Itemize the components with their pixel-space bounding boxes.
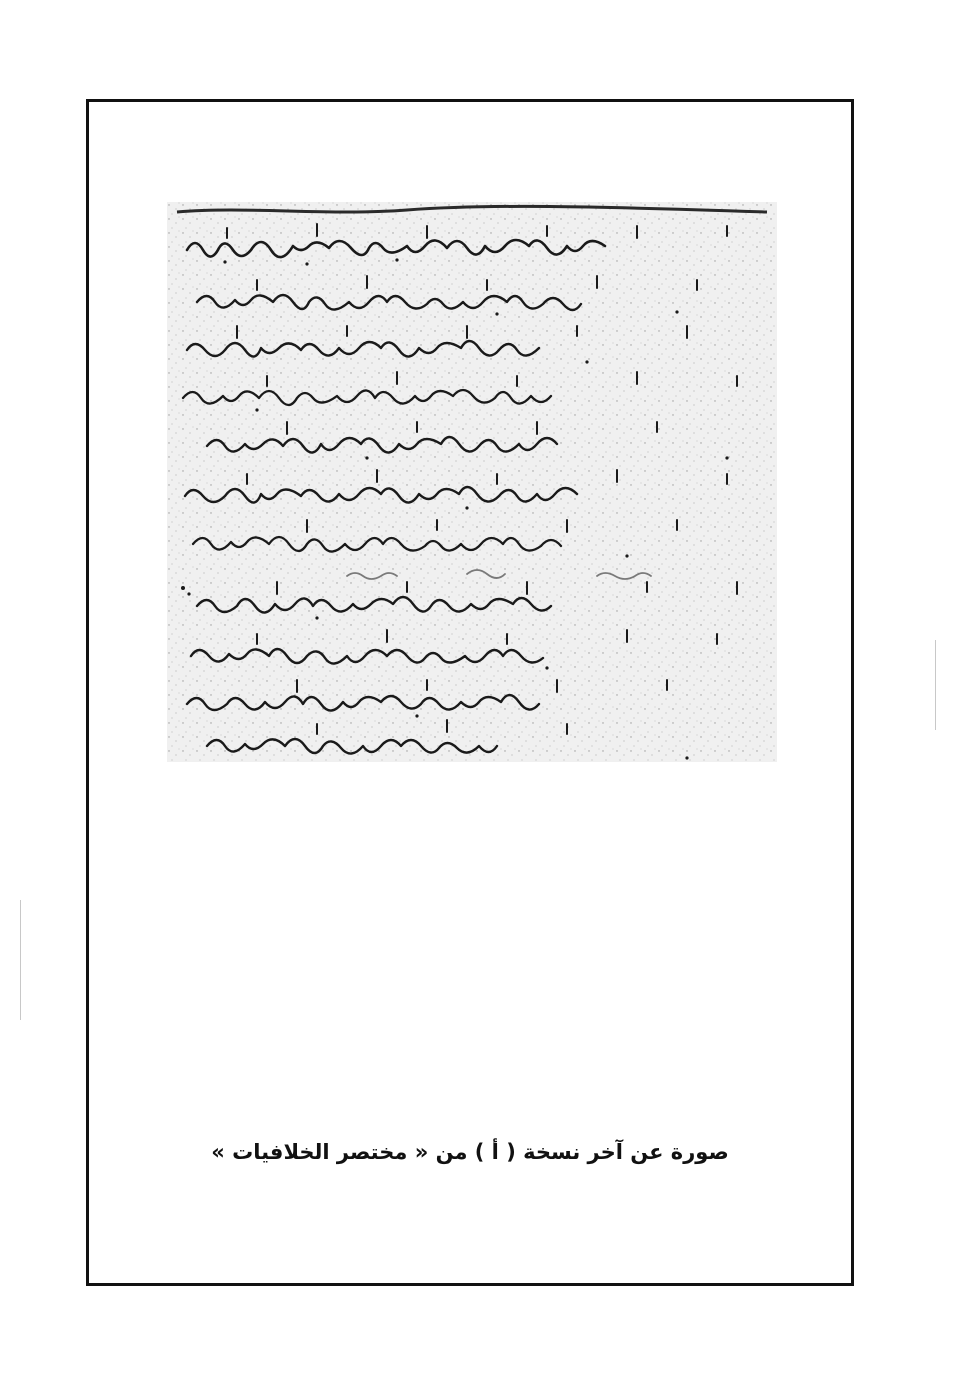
figure-caption: صورة عن آخر نسخة ( أ ) من « مختصر الخلافيات »	[211, 1140, 729, 1164]
manuscript-scan	[167, 202, 777, 762]
scan-artifact	[20, 900, 21, 1020]
manuscript-image	[167, 202, 777, 762]
scan-artifact	[935, 640, 936, 730]
page-frame	[86, 99, 854, 1286]
